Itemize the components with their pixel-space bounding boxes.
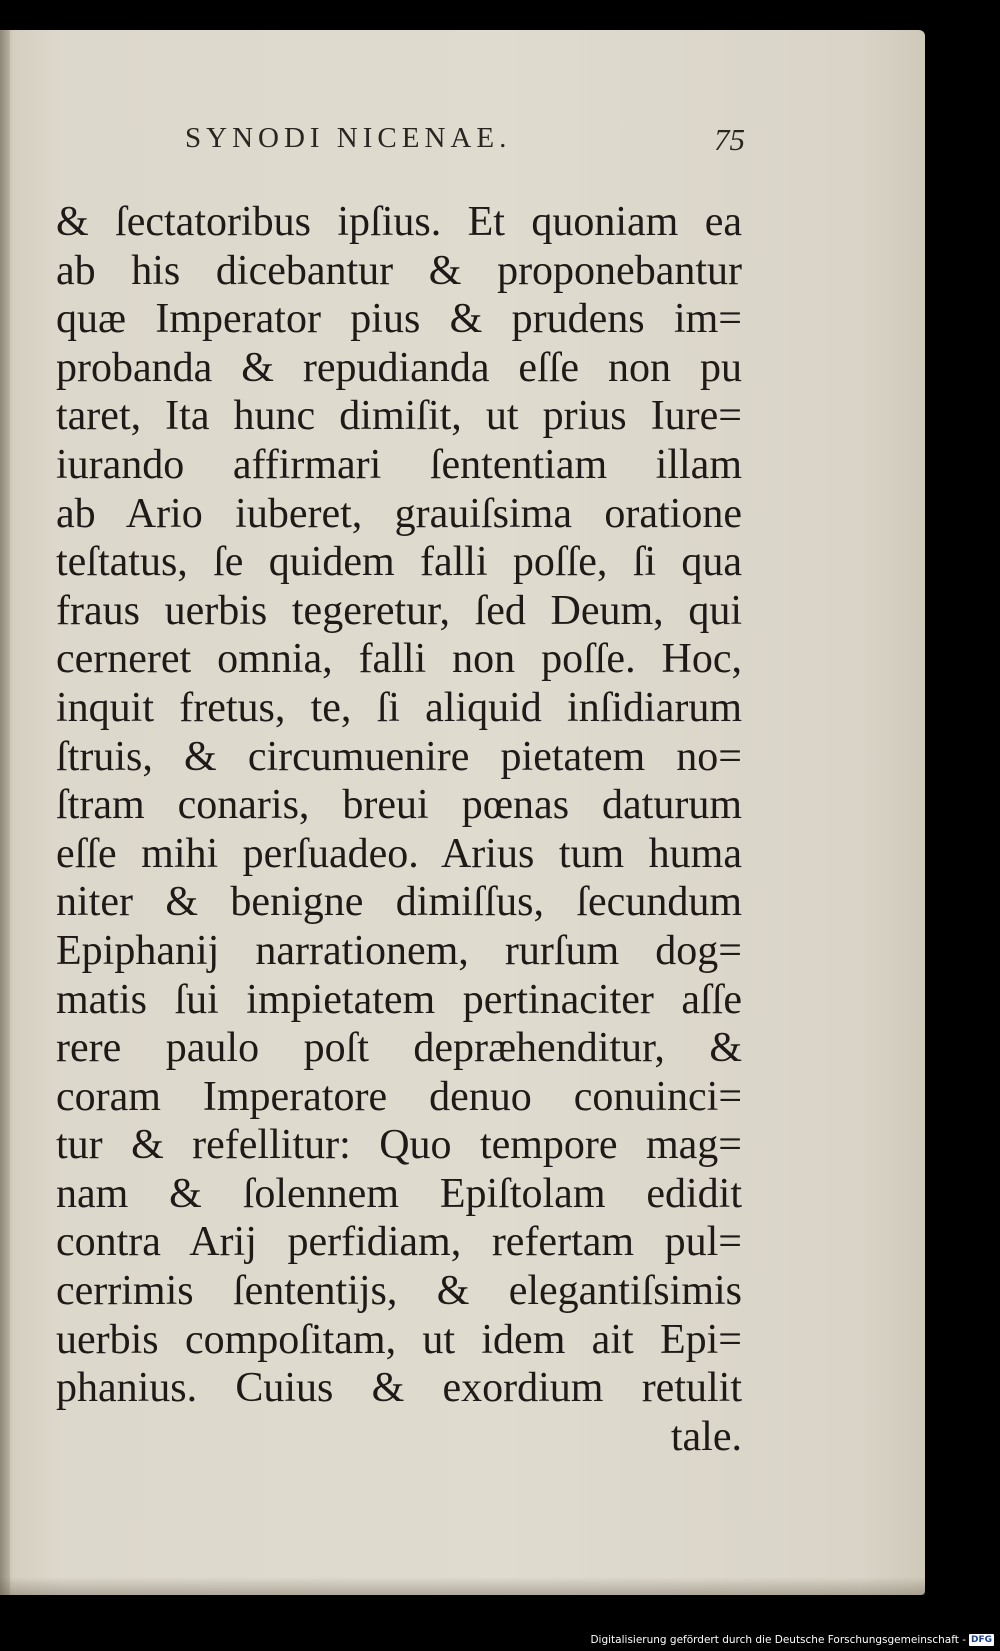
credit-text: Digitalisierung gefördert durch die Deutsche Forschungsgemeinschaft -: [590, 1634, 966, 1646]
text-line: contra Arij perfidiam, refertam pul=: [56, 1219, 742, 1266]
dfg-logo: DFG: [970, 1635, 992, 1645]
text-line: uerbis compoſitam, ut idem ait Epi=: [56, 1316, 742, 1363]
text-line: nam & ſolennem Epiſtolam edidit: [56, 1170, 742, 1217]
text-line: ab his dicebantur & proponebantur: [56, 247, 742, 294]
text-line: & ſectatoribus ipſius. Et quoniam ea: [56, 199, 742, 245]
text-line: cerneret omnia, falli non poſſe. Hoc,: [56, 636, 742, 683]
text-line: quæ Imperator pius & prudens im=: [56, 296, 742, 343]
text-line: eſſe mihi perſuadeo. Arius tum huma: [56, 830, 742, 877]
text-line: coram Imperatore denuo conuinci=: [56, 1073, 742, 1120]
page-number: 75: [714, 122, 745, 157]
book-page: [0, 30, 925, 1595]
text-line: cerrimis ſententijs, & elegantiſsimis: [56, 1268, 742, 1315]
text-line: fraus uerbis tegeretur, ſed Deum, qui: [56, 587, 742, 634]
text-line: niter & benigne dimiſſus, ſecundum: [56, 879, 742, 926]
digitization-credit: [590, 1633, 994, 1647]
page-edge-shadow: [0, 30, 10, 1595]
page-bottom-shadow: [0, 1577, 925, 1595]
text-line: inquit fretus, te, ſi aliquid inſidiarum: [56, 684, 742, 731]
catchword: tale.: [670, 1413, 742, 1460]
text-line: probanda & repudianda eſſe non pu: [56, 344, 742, 391]
text-line: tur & refellitur: Quo tempore mag=: [56, 1122, 742, 1169]
text-line: matis ſui impietatem pertinaciter aſſe: [56, 976, 742, 1023]
running-head-title: SYNODI NICENAE.: [185, 122, 512, 154]
text-line: phanius. Cuius & exordium retulit: [56, 1365, 742, 1412]
body-text: [56, 198, 742, 1461]
text-line: teſtatus, ſe quidem falli poſſe, ſi qua: [56, 539, 742, 586]
text-line: Epiphanij narrationem, rurſum dog=: [56, 927, 742, 974]
text-line: iurando affirmari ſententiam illam: [56, 441, 742, 488]
text-line: taret, Ita hunc dimiſit, ut prius Iure=: [56, 393, 742, 440]
text-line: ſtram conaris, breui pœnas daturum: [56, 782, 742, 829]
text-line: rere paulo poſt depræhenditur, &: [56, 1025, 742, 1072]
text-line: ab Ario iuberet, grauiſsima oratione: [56, 490, 742, 537]
running-head: [185, 122, 745, 172]
text-line: ſtruis, & circumuenire pietatem no=: [56, 733, 742, 780]
